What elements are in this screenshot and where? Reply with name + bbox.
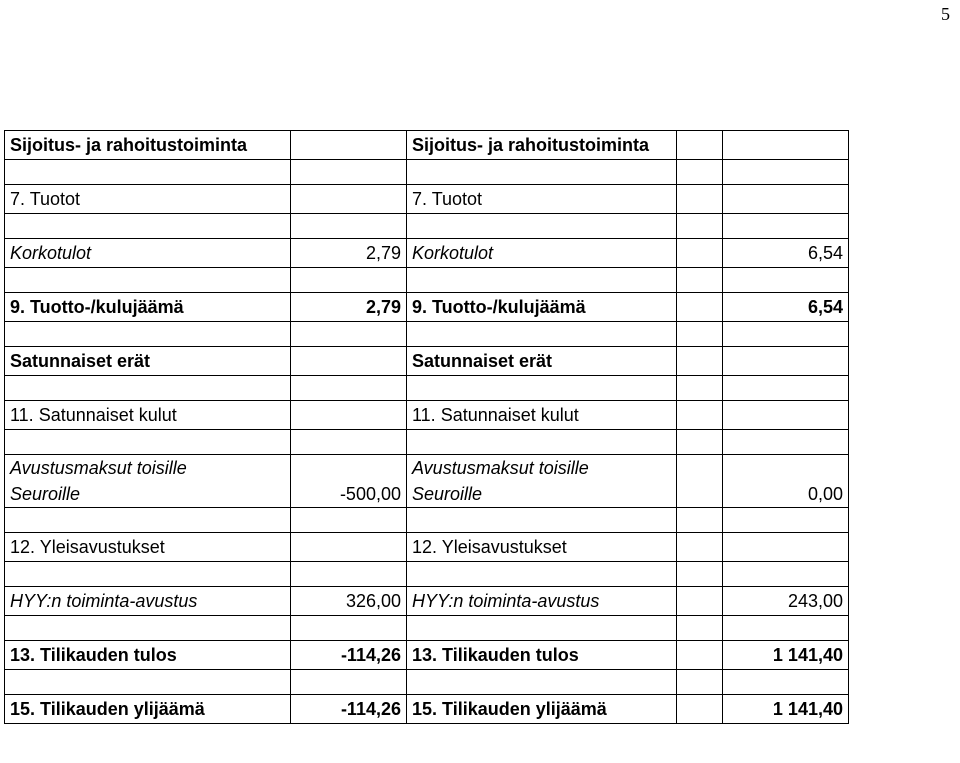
left-section-heading: Sijoitus- ja rahoitustoiminta bbox=[5, 131, 291, 160]
right-value-cell bbox=[723, 131, 849, 160]
table-row bbox=[5, 587, 849, 616]
table-row bbox=[5, 185, 849, 214]
empty-cell bbox=[677, 401, 723, 430]
empty-cell bbox=[677, 641, 723, 670]
right-label-cell: Korkotulot bbox=[407, 239, 677, 268]
right-value-cell bbox=[723, 185, 849, 214]
right-value-cell: 1 141,40 bbox=[723, 695, 849, 724]
left-label-cell: 7. Tuotot bbox=[5, 185, 291, 214]
right-value-cell: 1 141,40 bbox=[723, 641, 849, 670]
right-label-cell bbox=[407, 455, 677, 508]
spacer-row bbox=[5, 562, 849, 587]
spacer-row bbox=[5, 268, 849, 293]
right-label-cell: Satunnaiset erät bbox=[407, 347, 677, 376]
left-value-cell bbox=[291, 401, 407, 430]
table-row bbox=[5, 695, 849, 724]
right-value-cell: 6,54 bbox=[723, 239, 849, 268]
table-row bbox=[5, 455, 849, 508]
empty-cell bbox=[677, 587, 723, 616]
right-value-cell: 243,00 bbox=[723, 587, 849, 616]
right-label-cell: 9. Tuotto-/kulujäämä bbox=[407, 293, 677, 322]
left-value-cell bbox=[291, 131, 407, 160]
right-label-cell: 7. Tuotot bbox=[407, 185, 677, 214]
left-label-cell: 9. Tuotto-/kulujäämä bbox=[5, 293, 291, 322]
table-row bbox=[5, 293, 849, 322]
empty-cell bbox=[677, 695, 723, 724]
spacer-row bbox=[5, 616, 849, 641]
left-label-cell: 15. Tilikauden ylijäämä bbox=[5, 695, 291, 724]
left-label-cell: 11. Satunnaiset kulut bbox=[5, 401, 291, 430]
empty-cell bbox=[677, 239, 723, 268]
right-value-cell: 6,54 bbox=[723, 293, 849, 322]
empty-cell bbox=[677, 293, 723, 322]
spacer-row bbox=[5, 376, 849, 401]
left-value-cell: 2,79 bbox=[291, 239, 407, 268]
left-label-cell: Korkotulot bbox=[5, 239, 291, 268]
left-value-cell: -114,26 bbox=[291, 641, 407, 670]
spacer-row bbox=[5, 508, 849, 533]
right-label-cell: 13. Tilikauden tulos bbox=[407, 641, 677, 670]
empty-cell bbox=[677, 185, 723, 214]
right-label-cell: 11. Satunnaiset kulut bbox=[407, 401, 677, 430]
right-label-cell: HYY:n toiminta-avustus bbox=[407, 587, 677, 616]
right-value-cell bbox=[723, 401, 849, 430]
empty-cell bbox=[677, 533, 723, 562]
spacer-row bbox=[5, 322, 849, 347]
left-label-cell: Satunnaiset erät bbox=[5, 347, 291, 376]
left-value-cell bbox=[291, 347, 407, 376]
right-label-cell: 12. Yleisavustukset bbox=[407, 533, 677, 562]
left-label-line1: Avustusmaksut toisille bbox=[10, 458, 187, 478]
left-value-cell: 326,00 bbox=[291, 587, 407, 616]
left-value-cell: -114,26 bbox=[291, 695, 407, 724]
spacer-row bbox=[5, 670, 849, 695]
right-value-cell: 0,00 bbox=[723, 455, 849, 508]
table-row bbox=[5, 401, 849, 430]
empty-cell bbox=[677, 347, 723, 376]
table-row bbox=[5, 131, 849, 160]
right-label-line1: Avustusmaksut toisille bbox=[412, 458, 589, 478]
left-value-cell: 2,79 bbox=[291, 293, 407, 322]
left-label-line2: Seuroille bbox=[10, 484, 81, 504]
spacer-row bbox=[5, 430, 849, 455]
right-label-line2: Seuroille bbox=[412, 484, 483, 504]
empty-cell bbox=[677, 455, 723, 508]
left-label-cell: HYY:n toiminta-avustus bbox=[5, 587, 291, 616]
table-row bbox=[5, 533, 849, 562]
left-label-cell bbox=[5, 455, 291, 508]
financial-statement-table bbox=[4, 130, 849, 724]
table-row bbox=[5, 347, 849, 376]
left-value-cell bbox=[291, 533, 407, 562]
left-value-cell bbox=[291, 185, 407, 214]
table-row bbox=[5, 239, 849, 268]
page-number: 5 bbox=[941, 4, 950, 24]
spacer-row bbox=[5, 160, 849, 185]
empty-cell bbox=[677, 131, 723, 160]
left-label-cell: 13. Tilikauden tulos bbox=[5, 641, 291, 670]
right-label-cell: 15. Tilikauden ylijäämä bbox=[407, 695, 677, 724]
spacer-row bbox=[5, 214, 849, 239]
left-value-cell: -500,00 bbox=[291, 455, 407, 508]
right-section-heading: Sijoitus- ja rahoitustoiminta bbox=[407, 131, 677, 160]
table-row bbox=[5, 641, 849, 670]
right-value-cell bbox=[723, 347, 849, 376]
right-value-cell bbox=[723, 533, 849, 562]
left-label-cell: 12. Yleisavustukset bbox=[5, 533, 291, 562]
